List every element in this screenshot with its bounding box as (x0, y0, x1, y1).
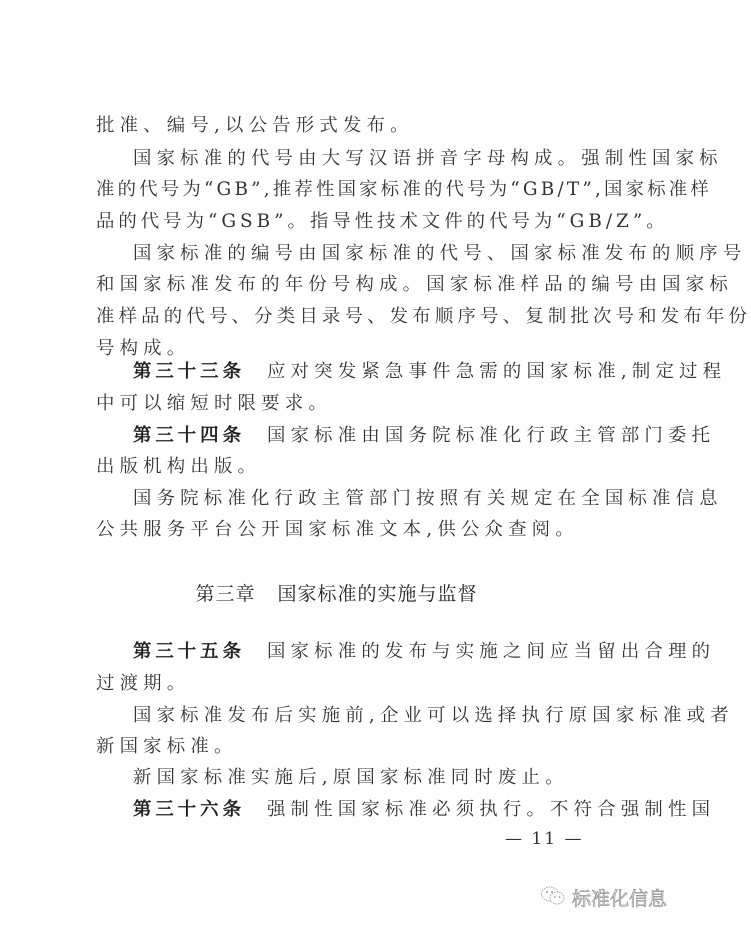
text-line: 国家标准的编号由国家标准的代号、国家标准发布的顺序号 (133, 243, 747, 264)
text-line: 新国家标准。 (96, 736, 238, 757)
text-line: 准的代号为“GB”,推荐性国家标准的代号为“GB/T”,国家标准样 (96, 179, 712, 200)
text-line: 品的代号为“GSB”。指导性技术文件的代号为“GB/Z”。 (96, 211, 669, 232)
text-line: 国务院标准化行政主管部门按照有关规定在全国标准信息 (133, 488, 723, 509)
watermark-text: 标准化信息 (572, 888, 668, 910)
watermark (540, 884, 667, 911)
wechat-icon (540, 885, 566, 911)
article-text: 应对突发紧急事件急需的国家标准,制定过程 (266, 361, 727, 382)
text-line: 准样品的代号、分类目录号、发布顺序号、复制批次号和发布年份 (96, 306, 751, 327)
text-line: 号构成。 (96, 338, 191, 359)
page-number: — 11 — (505, 829, 584, 849)
article-text: 国家标准由国务院标准化行政主管部门委托 (266, 425, 716, 446)
article-34 (133, 424, 716, 448)
article-label: 第三十四条 (133, 425, 245, 446)
text-line: 国家标准的代号由大写汉语拼音字母构成。强制性国家标 (133, 148, 723, 169)
article-33 (133, 360, 727, 384)
chapter-title: 国家标准的实施与监督 (277, 583, 478, 605)
text-line: 新国家标准实施后,原国家标准同时废止。 (133, 767, 569, 788)
article-text: 强制性国家标准必须执行。不符合强制性国 (266, 799, 716, 820)
text-line: 公共服务平台公开国家标准文本,供公众查阅。 (96, 519, 579, 540)
chapter-number: 第三章 (195, 583, 256, 605)
article-35 (133, 640, 716, 664)
article-36 (133, 798, 716, 822)
text-line: 中可以缩短时限要求。 (96, 393, 332, 414)
text-line: 出版机构出版。 (96, 456, 262, 477)
text-line: 和国家标准发布的年份号构成。国家标准样品的编号由国家标 (96, 274, 733, 295)
article-label: 第三十三条 (133, 361, 245, 382)
text-line: 国家标准发布后实施前,企业可以选择执行原国家标准或者 (133, 705, 734, 726)
text-line: 批准、编号,以公告形式发布。 (96, 115, 414, 136)
article-text: 国家标准的发布与实施之间应当留出合理的 (266, 641, 716, 662)
article-label: 第三十五条 (133, 641, 245, 662)
text-line: 过渡期。 (96, 673, 191, 694)
article-label: 第三十六条 (133, 799, 245, 820)
chapter-heading (0, 579, 673, 606)
